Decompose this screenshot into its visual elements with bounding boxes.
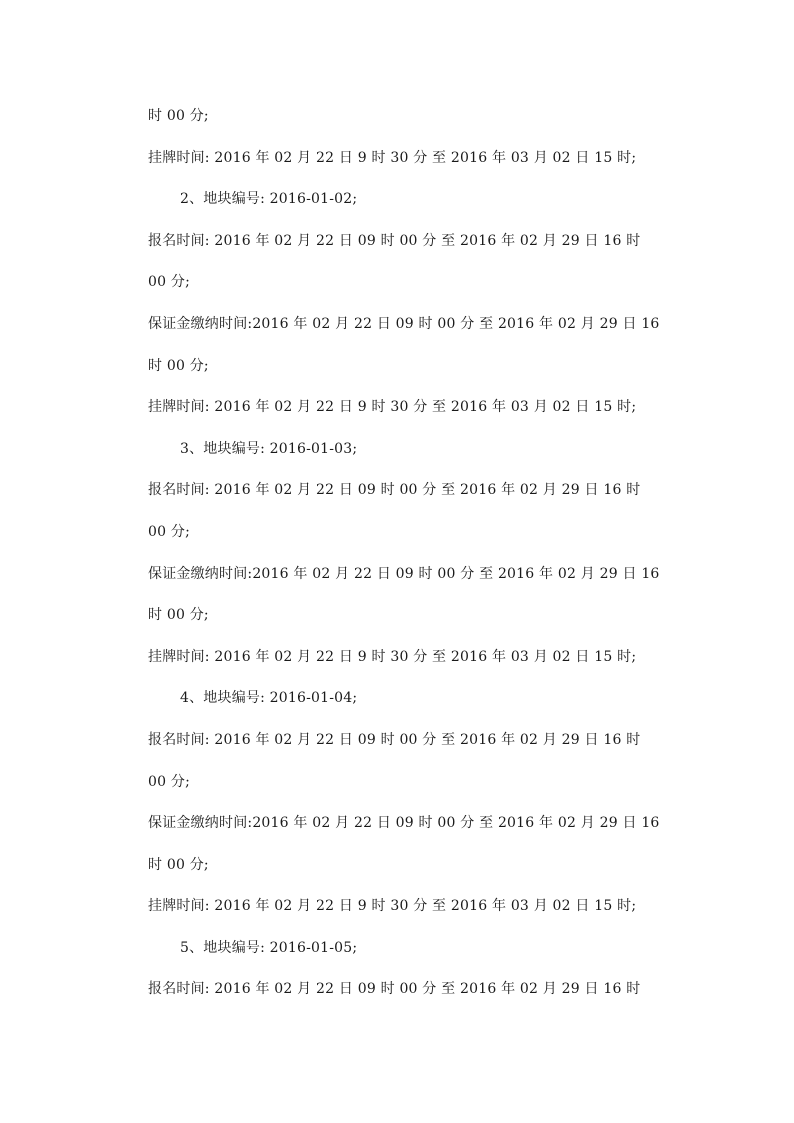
text-line: 报名时间: 2016 年 02 月 22 日 09 时 00 分 至 2016 年 02 月 29 日 16 时	[148, 981, 641, 998]
text-line: 00 分;	[148, 773, 190, 790]
text-line: 时 00 分;	[148, 856, 209, 873]
text-line: 时 00 分;	[148, 607, 209, 624]
text-line: 时 00 分;	[148, 108, 209, 124]
text-line: 保证金缴纳时间:2016 年 02 月 22 日 09 时 00 分 至 2016 年 02 月 29 日 16	[148, 315, 660, 332]
text-line: 时 00 分;	[148, 357, 209, 374]
parcel-heading: 2、地块编号: 2016-01-02;	[180, 191, 358, 208]
text-line: 挂牌时间: 2016 年 02 月 22 日 9 时 30 分 至 2016 年 03 月 02 日 15 时;	[148, 399, 637, 416]
text-line: 保证金缴纳时间:2016 年 02 月 22 日 09 时 00 分 至 2016 年 02 月 29 日 16	[148, 565, 660, 582]
text-line: 00 分;	[148, 274, 190, 291]
text-line: 挂牌时间: 2016 年 02 月 22 日 9 时 30 分 至 2016 年 03 月 02 日 15 时;	[148, 149, 637, 166]
parcel-heading: 5、地块编号: 2016-01-05;	[180, 939, 358, 956]
text-line: 挂牌时间: 2016 年 02 月 22 日 9 时 30 分 至 2016 年 03 月 02 日 15 时;	[148, 898, 637, 915]
text-line: 00 分;	[148, 523, 190, 540]
text-line: 报名时间: 2016 年 02 月 22 日 09 时 00 分 至 2016 年 02 月 29 日 16 时	[148, 482, 641, 499]
text-line: 挂牌时间: 2016 年 02 月 22 日 9 时 30 分 至 2016 年 03 月 02 日 15 时;	[148, 648, 637, 665]
parcel-heading: 4、地块编号: 2016-01-04;	[180, 690, 358, 707]
text-line: 报名时间: 2016 年 02 月 22 日 09 时 00 分 至 2016 年 02 月 29 日 16 时	[148, 731, 641, 748]
text-line: 保证金缴纳时间:2016 年 02 月 22 日 09 时 00 分 至 2016 年 02 月 29 日 16	[148, 815, 660, 832]
document-body	[148, 100, 660, 1015]
text-line: 报名时间: 2016 年 02 月 22 日 09 时 00 分 至 2016 年 02 月 29 日 16 时	[148, 232, 641, 249]
parcel-heading: 3、地块编号: 2016-01-03;	[180, 440, 358, 457]
